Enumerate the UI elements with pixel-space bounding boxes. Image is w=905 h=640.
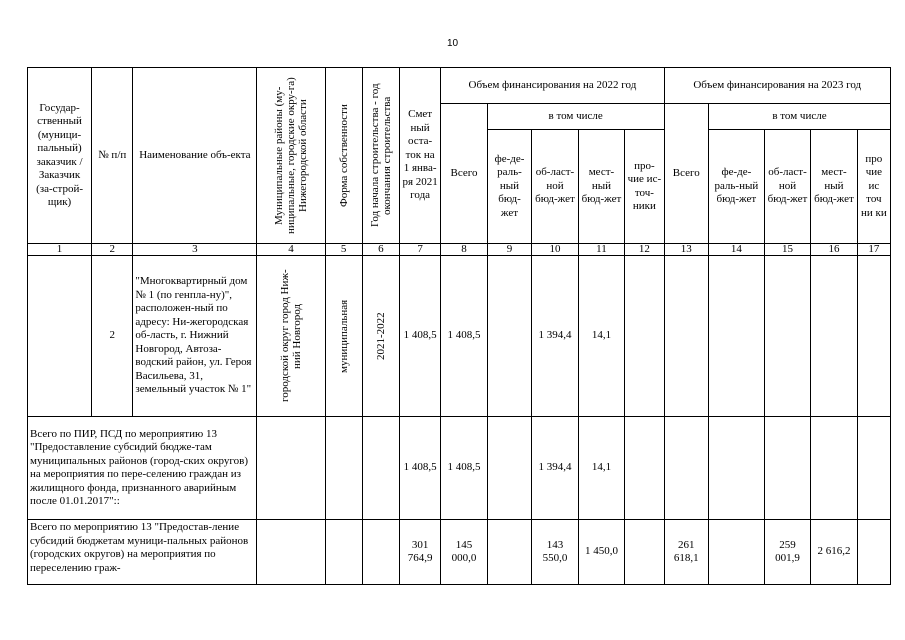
cell-district: городской округ город Ниж-ний Новгород xyxy=(257,256,325,417)
header-districts: Муниципальные районы (му-ниципальные, городские окру-га) Нижегородской области xyxy=(257,68,325,244)
cell-other-2023 xyxy=(857,417,890,520)
header-row-1 xyxy=(28,68,891,104)
cell-federal-2022 xyxy=(487,520,531,585)
header-local-2023: мест-ный бюд-жет xyxy=(811,130,858,244)
financing-table xyxy=(27,67,891,585)
cell-other-2022 xyxy=(625,417,664,520)
col-num: 8 xyxy=(441,244,488,256)
cell-federal-2023 xyxy=(708,256,764,417)
col-num: 14 xyxy=(708,244,764,256)
cell-regional-2023: 259 001,9 xyxy=(764,520,811,585)
cell-local-2023 xyxy=(811,256,858,417)
col-num: 11 xyxy=(578,244,625,256)
cell-federal-2022 xyxy=(487,256,531,417)
cell-years: 2021-2022 xyxy=(362,256,399,417)
header-local-2022: мест-ный бюд-жет xyxy=(578,130,625,244)
col-num: 3 xyxy=(133,244,257,256)
header-fin-2022: Объем финансирования на 2022 год xyxy=(441,68,664,104)
col-num: 17 xyxy=(857,244,890,256)
cell-federal-2023 xyxy=(708,417,764,520)
cell-local-2023 xyxy=(811,417,858,520)
cell-federal-2022 xyxy=(487,417,531,520)
cell-federal-2023 xyxy=(708,520,764,585)
col-num: 2 xyxy=(92,244,133,256)
cell-other-2023 xyxy=(857,256,890,417)
cell-local-2022: 14,1 xyxy=(578,417,625,520)
col-num: 4 xyxy=(257,244,325,256)
cell-rest: 1 408,5 xyxy=(399,256,440,417)
cell-total-2023 xyxy=(664,417,708,520)
cell-total-2023: 261 618,1 xyxy=(664,520,708,585)
header-in-that-2023: в том числе xyxy=(708,104,890,130)
col-num: 15 xyxy=(764,244,811,256)
table-row-subtotal-event xyxy=(28,520,891,585)
cell-other-2023 xyxy=(857,520,890,585)
table-row-subtotal-pir xyxy=(28,417,891,520)
header-federal-2023: фе-де-раль-ный бюд-жет xyxy=(708,130,764,244)
col-num: 9 xyxy=(487,244,531,256)
header-total-2022: Всего xyxy=(441,104,488,244)
cell-rest: 301 764,9 xyxy=(399,520,440,585)
cell-subtotal-event-label: Всего по мероприятию 13 "Предостав-ление субсидий бюджетам муници-пальных районов (городских округов) на мероприятия по переселению граж- xyxy=(28,520,257,585)
cell-regional-2022: 1 394,4 xyxy=(532,256,579,417)
col-num: 1 xyxy=(28,244,92,256)
header-ownership: Форма собственности xyxy=(325,68,362,244)
header-other-2023: про чие ис точ ни ки xyxy=(857,130,890,244)
cell-other-2022 xyxy=(625,520,664,585)
cell-regional-2022: 143 550,0 xyxy=(532,520,579,585)
cell-other-2022 xyxy=(625,256,664,417)
table-row-object xyxy=(28,256,891,417)
cell-total-2023 xyxy=(664,256,708,417)
header-total-2023: Всего xyxy=(664,104,708,244)
cell-rest: 1 408,5 xyxy=(399,417,440,520)
col-num: 16 xyxy=(811,244,858,256)
cell-total-2022: 1 408,5 xyxy=(441,417,488,520)
cell-total-2022: 145 000,0 xyxy=(441,520,488,585)
cell-npp: 2 xyxy=(92,256,133,417)
cell-customer xyxy=(28,256,92,417)
header-regional-2022: об-ласт-ной бюд-жет xyxy=(532,130,579,244)
col-num: 10 xyxy=(532,244,579,256)
header-npp: № п/п xyxy=(92,68,133,244)
cell-district xyxy=(257,520,325,585)
cell-local-2023: 2 616,2 xyxy=(811,520,858,585)
page-number: 10 xyxy=(446,38,459,49)
cell-local-2022: 14,1 xyxy=(578,256,625,417)
header-estimate-rest: Смет ный оста-ток на 1 янва-ря 2021 года xyxy=(399,68,440,244)
cell-regional-2022: 1 394,4 xyxy=(532,417,579,520)
cell-local-2022: 1 450,0 xyxy=(578,520,625,585)
header-regional-2023: об-ласт-ной бюд-жет xyxy=(764,130,811,244)
cell-years xyxy=(362,520,399,585)
cell-years xyxy=(362,417,399,520)
cell-regional-2023 xyxy=(764,256,811,417)
header-customer: Государ-ственный (муници-пальный) заказчик / Заказчик (за-строй-щик) xyxy=(28,68,92,244)
cell-ownership xyxy=(325,520,362,585)
cell-object-name: "Многоквартирный дом № 1 (по генпла-ну)", расположен-ный по адресу: Ни-жегородская об-ласть, г. Нижний Новгород, Автоза-водский район, ул. Героя Васильева, 31, земельный участок № 1" xyxy=(133,256,257,417)
cell-ownership: муниципальная xyxy=(325,256,362,417)
header-fin-2023: Объем финансирования на 2023 год xyxy=(664,68,890,104)
col-num: 6 xyxy=(362,244,399,256)
col-num: 12 xyxy=(625,244,664,256)
cell-total-2022: 1 408,5 xyxy=(441,256,488,417)
col-num: 13 xyxy=(664,244,708,256)
header-years: Год начала строительства - год окончания строительства xyxy=(362,68,399,244)
cell-district xyxy=(257,417,325,520)
cell-subtotal-pir-label: Всего по ПИР, ПСД по мероприятию 13 "Предоставление субсидий бюдже-там муниципальных районов (город-ских округов) на мероприятия по пере-селению граждан из жилищного фонда, признанного аварийным после 01.01.2017":: xyxy=(28,417,257,520)
cell-regional-2023 xyxy=(764,417,811,520)
cell-ownership xyxy=(325,417,362,520)
col-num: 5 xyxy=(325,244,362,256)
header-other-2022: про-чие ис-точ-ники xyxy=(625,130,664,244)
header-federal-2022: фе-де-раль-ный бюд-жет xyxy=(487,130,531,244)
header-in-that-2022: в том числе xyxy=(487,104,664,130)
col-num: 7 xyxy=(399,244,440,256)
column-number-row xyxy=(28,244,891,256)
header-object-name: Наименование объ-екта xyxy=(133,68,257,244)
